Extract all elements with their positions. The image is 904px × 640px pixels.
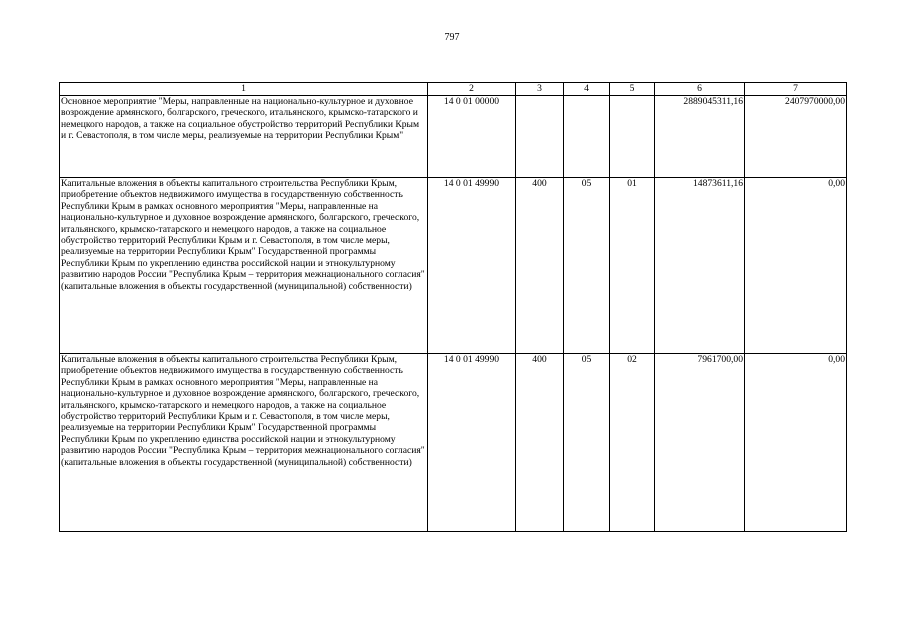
row-amount-col6: 14873611,16 xyxy=(655,178,745,354)
header-row xyxy=(60,83,847,96)
row-name: Капитальные вложения в объекты капитального строительства Республики Крым, приобретение объектов недвижимого имущества в государственную собственность Республики Крым в рамках основного мероприятия "Меры, направленные на национально-культурное и духовное возрождение армянского, болгарского, греческого, итальянского, крымско-татарского и немецкого народов, а также на социальное обустройство территорий Республики Крым и г. Севастополя, в том числе меры, реализуемые на территории Республики Крым" Государственной программы Республики Крым по укреплению единства российской нации и этнокультурному развитию народов России "Республика Крым – территория межнационального согласия" (капитальные вложения в объекты государственной (муниципальной) собственности) xyxy=(60,178,428,354)
header-col-1: 1 xyxy=(60,83,428,96)
row-expense-type: 400 xyxy=(516,354,564,532)
row-name: Основное мероприятие "Меры, направленные на национально-культурное и духовное возрождение армянского, болгарского, греческого, итальянского, крымско-татарского и немецкого народов, а также на социальное обустройство территорий Республики Крым и г. Севастополя, в том числе меры, реализуемые на территории Республики Крым" xyxy=(60,96,428,178)
budget-table xyxy=(59,82,847,532)
row-amount-col7: 0,00 xyxy=(745,354,847,532)
row-subsection: 01 xyxy=(610,178,655,354)
header-col-3: 3 xyxy=(516,83,564,96)
page-number: 797 xyxy=(444,32,460,43)
row-subsection xyxy=(610,96,655,178)
table-row xyxy=(60,178,847,354)
row-expense-type: 400 xyxy=(516,178,564,354)
row-target-code: 14 0 01 49990 xyxy=(428,354,516,532)
table-row xyxy=(60,354,847,532)
header-col-4: 4 xyxy=(564,83,610,96)
row-section: 05 xyxy=(564,178,610,354)
row-section xyxy=(564,96,610,178)
row-amount-col7: 0,00 xyxy=(745,178,847,354)
header-col-5: 5 xyxy=(610,83,655,96)
row-amount-col6: 2889045311,16 xyxy=(655,96,745,178)
row-expense-type xyxy=(516,96,564,178)
row-target-code: 14 0 01 49990 xyxy=(428,178,516,354)
row-subsection: 02 xyxy=(610,354,655,532)
row-amount-col6: 7961700,00 xyxy=(655,354,745,532)
row-section: 05 xyxy=(564,354,610,532)
header-col-6: 6 xyxy=(655,83,745,96)
row-target-code: 14 0 01 00000 xyxy=(428,96,516,178)
row-name: Капитальные вложения в объекты капитального строительства Республики Крым, приобретение объектов недвижимого имущества в государственную собственность Республики Крым в рамках основного мероприятия "Меры, направленные на национально-культурное и духовное возрождение армянского, болгарского, греческого, итальянского, крымско-татарского и немецкого народов, а также на социальное обустройство территорий Республики Крым и г. Севастополя, в том числе меры, реализуемые на территории Республики Крым" Государственной программы Республики Крым по укреплению единства российской нации и этнокультурному развитию народов России "Республика Крым – территория межнационального согласия" (капитальные вложения в объекты государственной (муниципальной) собственности) xyxy=(60,354,428,532)
header-col-7: 7 xyxy=(745,83,847,96)
table-row xyxy=(60,96,847,178)
header-col-2: 2 xyxy=(428,83,516,96)
row-amount-col7: 2407970000,00 xyxy=(745,96,847,178)
